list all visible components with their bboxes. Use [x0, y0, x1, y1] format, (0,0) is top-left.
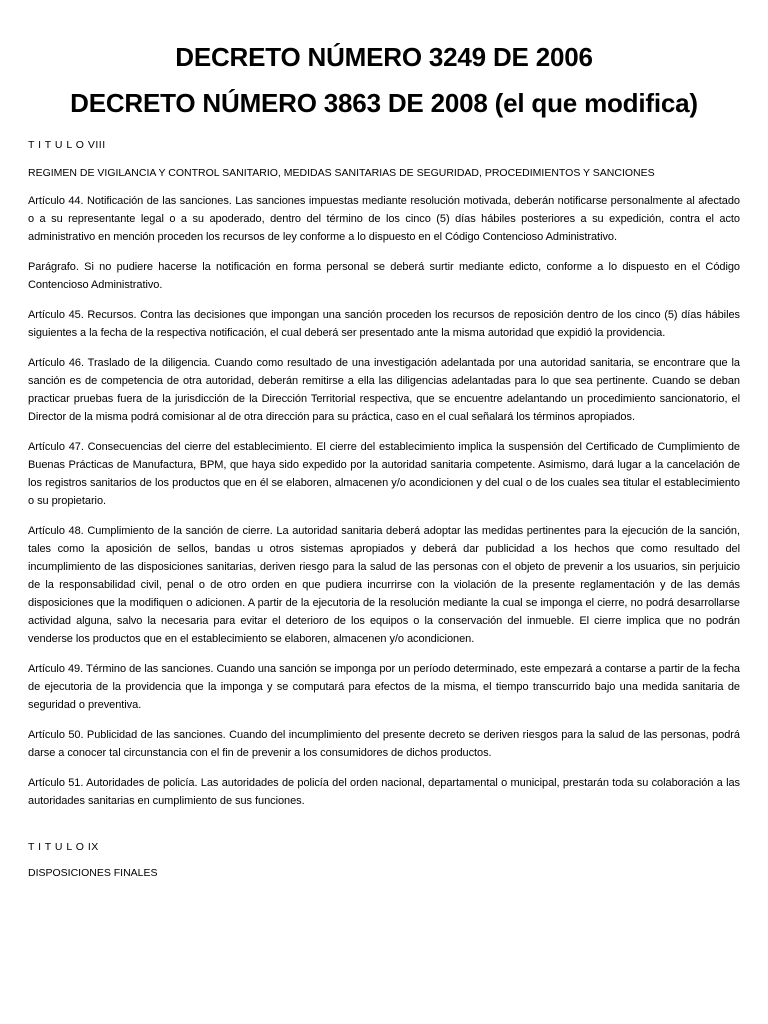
article-49: Artículo 49. Término de las sanciones. Cuando una sanción se imponga por un período determinado, este empezará a contarse a partir de la fecha de ejecutoria de la providencia que la imponga y se computará para efectos de la misma, el tiempo transcurrido bajo una medida sanitaria de seguridad o preventiva.: [28, 663, 740, 711]
article-46: Artículo 46. Traslado de la diligencia. Cuando como resultado de una investigación adelantada por una autoridad sanitaria, se encontrare que la sanción es de competencia de otra autoridad, deberán remitirse a ella las diligencias adelantadas para lo que sea pertinente. Cuando se deban practicar pruebas fuera de la jurisdicción de la Dirección Territorial respectiva, que se encuentre adelantando un procedimiento sancionatorio, el Director de la misma podrá comisionar al de otra dirección para su práctica, caso en el cual señalará los términos apropiados.: [28, 357, 740, 423]
article-47: Artículo 47. Consecuencias del cierre del establecimiento. El cierre del establecimiento implica la suspensión del Certificado de Cumplimiento de Buenas Prácticas de Manufactura, BPM, que haya sido expedido por la autoridad sanitaria competente. Asimismo, dará lugar a la cancelación de los registros sanitarios de los productos que en él se elaboren, almacenen y/o acondicionen y del cual o de los cuales sea titular el establecimiento o su propietario.: [28, 441, 740, 507]
decree-title-2006: DECRETO NÚMERO 3249 DE 2006: [175, 42, 593, 72]
paragraph-note: Parágrafo. Si no pudiere hacerse la notificación en forma personal se deberá surtir mediante edicto, conforme a lo dispuesto en el Código Contencioso Administrativo.: [28, 261, 740, 291]
article-45: Artículo 45. Recursos. Contra las decisiones que impongan una sanción proceden los recursos de reposición dentro de los cinco (5) días hábiles siguientes a la fecha de la respectiva notificación, el cual deberá ser presentado ante la misma autoridad que expidió la providencia.: [28, 309, 740, 339]
titulo-ix-heading: T I T U L O IX: [28, 841, 99, 853]
titulo-viii-heading: T I T U L O VIII: [28, 139, 106, 151]
article-48: Artículo 48. Cumplimiento de la sanción de cierre. La autoridad sanitaria deberá adoptar las medidas pertinentes para la ejecución de la sanción, tales como la aposición de sellos, bandas u otros sistemas apropiados y deberá dar publicidad a los hechos que como resultado del incumplimiento de las disposiciones sanitarias, deriven riesgo para la salud de las personas con el objeto de prevenir a los usuarios, sin perjuicio de la responsabilidad civil, penal o de otro orden en que pudiera incurrirse con la violación de la presente reglamentación y de las demás disposiciones que la modifiquen o adicionen. A partir de la ejecutoria de la resolución mediante la cual se imponga el cierre, no podrá desarrollarse actividad alguna, salvo la necesaria para evitar el deterioro de los equipos o la conservación del inmueble. El cierre implica que no podrán venderse los productos que en el establecimiento se elaboren, almacenen y/o acondicionen.: [28, 525, 740, 645]
article-44: Artículo 44. Notificación de las sanciones. Las sanciones impuestas mediante resolución motivada, deberán notificarse personalmente al afectado o a su representante legal o a su apoderado, dentro del término de los cinco (5) días hábiles posteriores a su expedición, contra el acto administrativo en mención proceden los recursos de ley conforme a lo dispuesto en el Código Contencioso Administrativo.: [28, 195, 740, 243]
titulo-viii-name: REGIMEN DE VIGILANCIA Y CONTROL SANITARIO, MEDIDAS SANITARIAS DE SEGURIDAD, PROCEDIMIENTOS Y SANCIONES: [28, 167, 655, 179]
titulo-ix-name: DISPOSICIONES FINALES: [28, 867, 158, 879]
article-50: Artículo 50. Publicidad de las sanciones. Cuando del incumplimiento del presente decreto se deriven riesgos para la salud de las personas, podrá darse a conocer tal circunstancia con el fin de prevenir a los consumidores de dichos productos.: [28, 729, 740, 759]
decree-title-2008: DECRETO NÚMERO 3863 DE 2008 (el que modifica): [70, 88, 698, 118]
article-51: Artículo 51. Autoridades de policía. Las autoridades de policía del orden nacional, departamental o municipal, prestarán toda su colaboración a las autoridades sanitarias en cumplimiento de sus funciones.: [28, 777, 740, 807]
